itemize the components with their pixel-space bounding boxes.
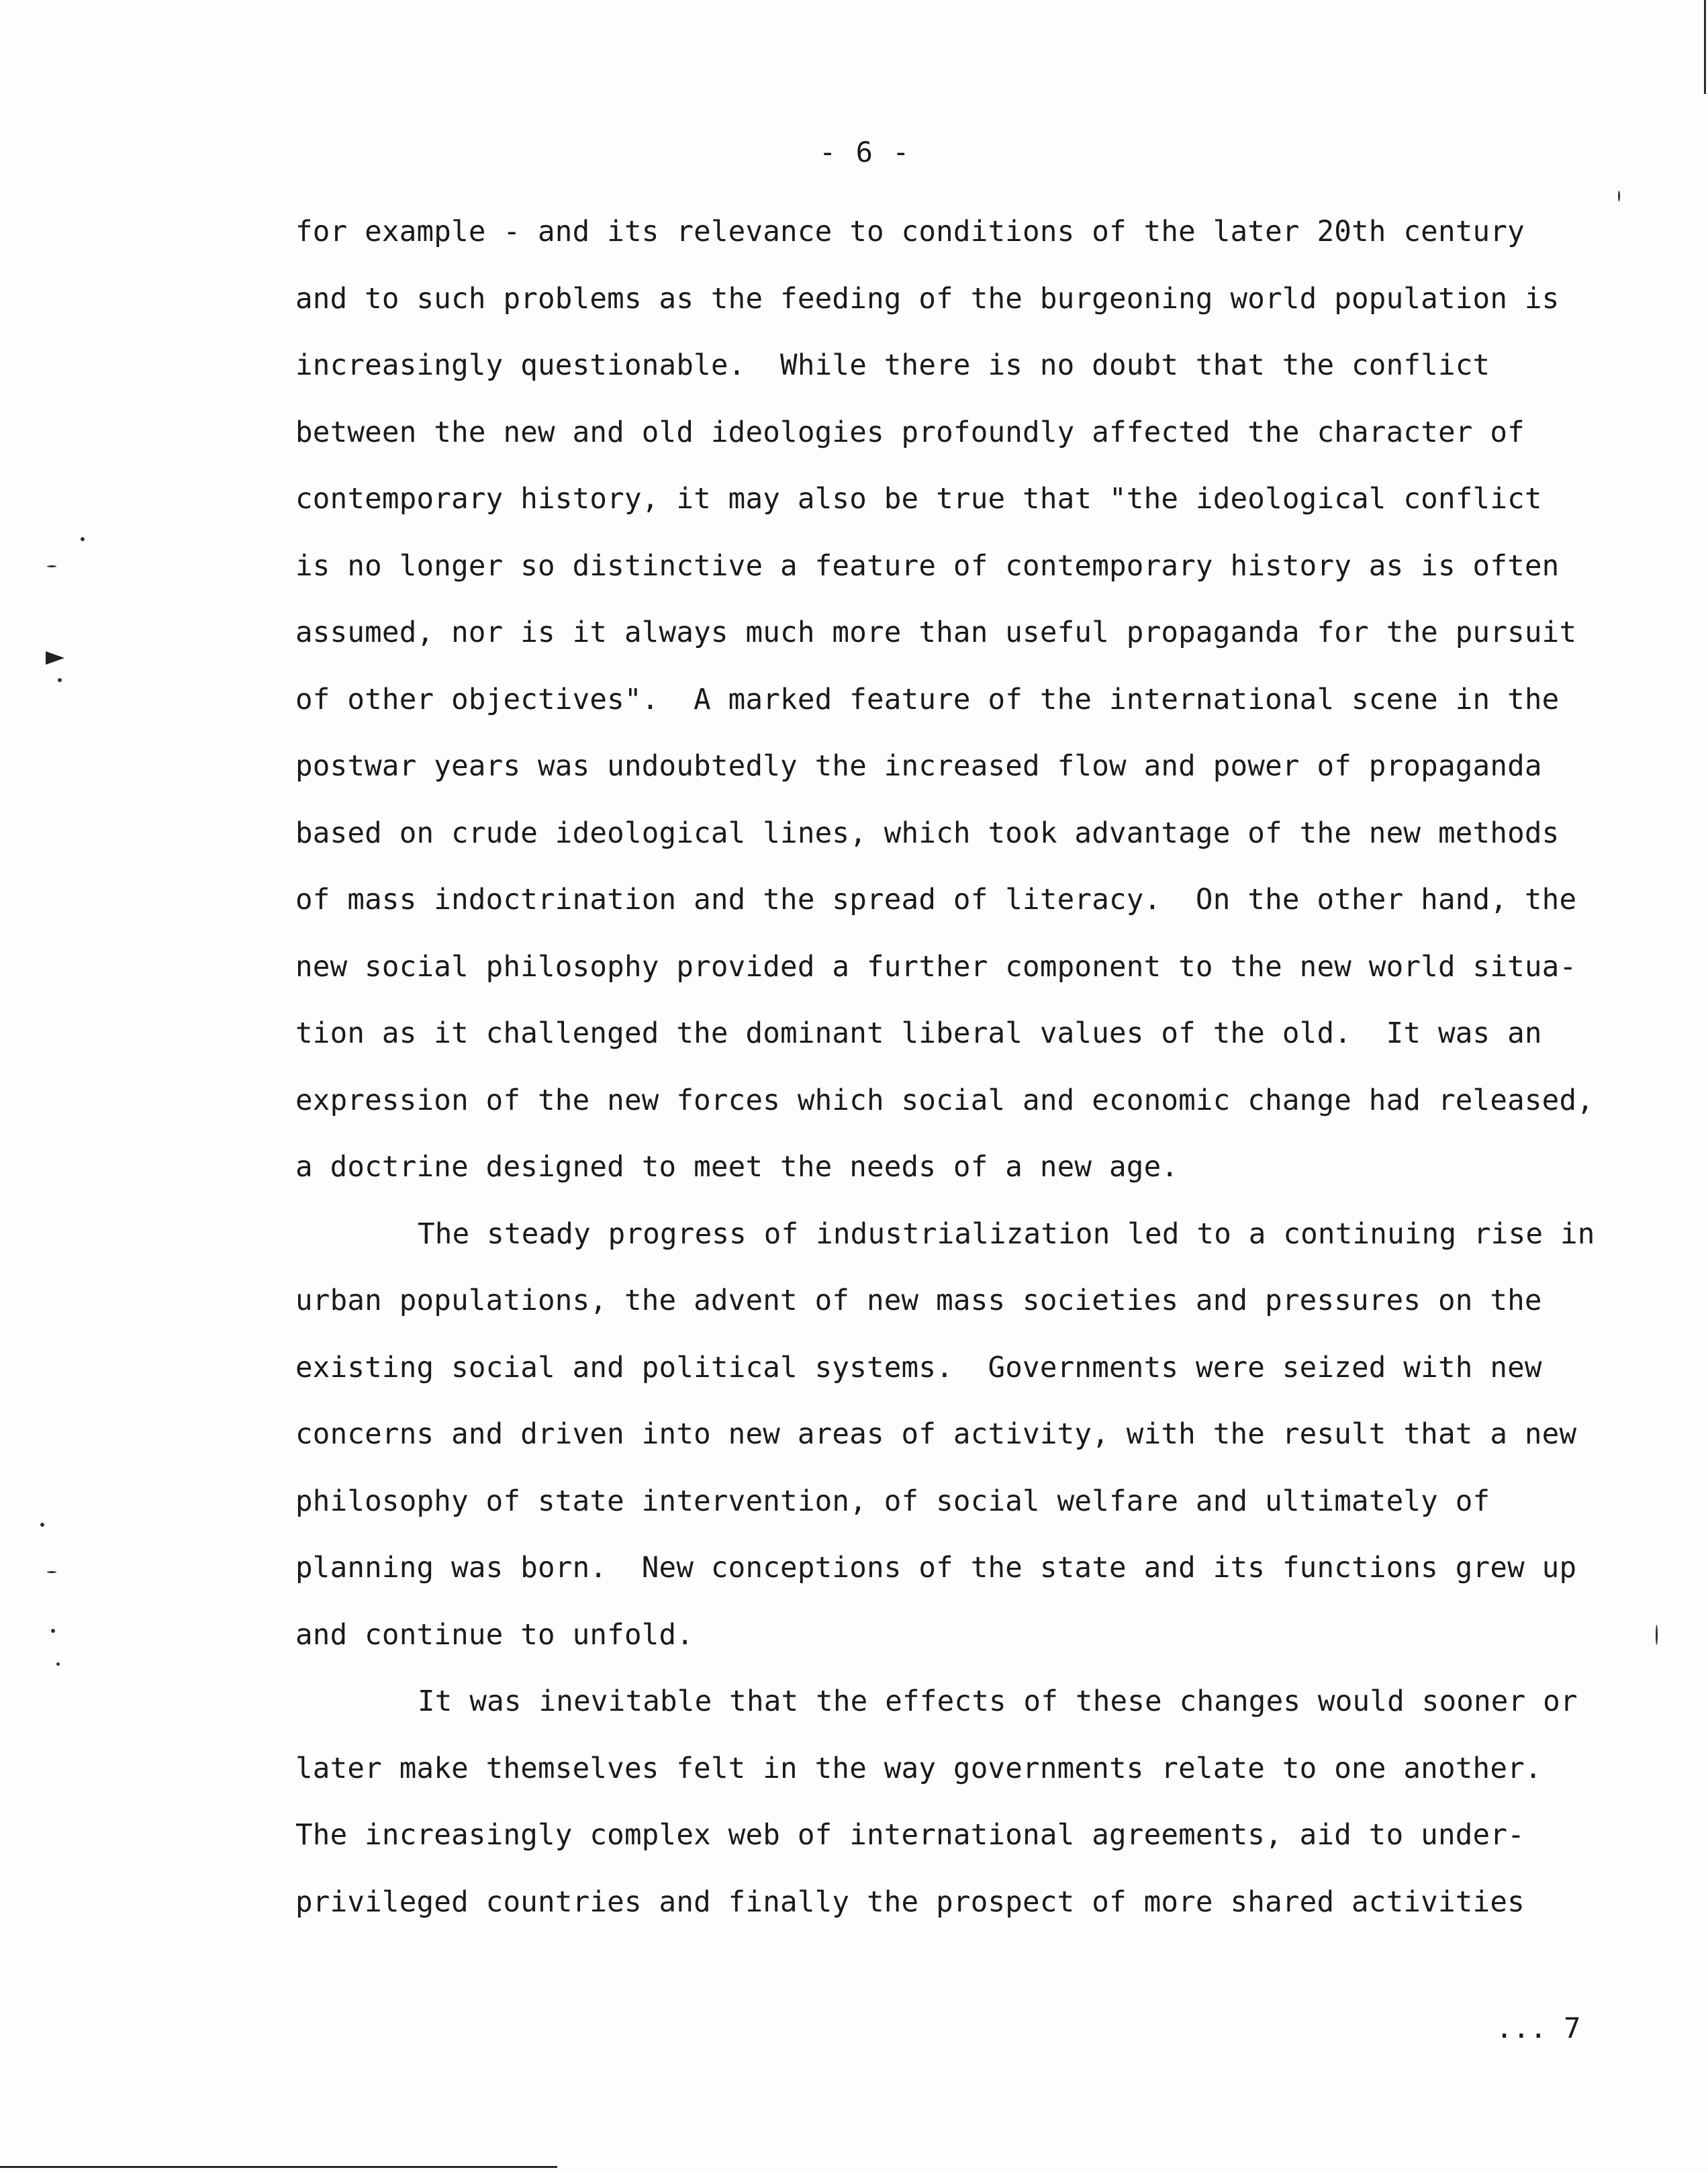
text-line: philosophy of state intervention, of social welfare and ultimately of	[295, 1484, 1490, 1518]
text-line: The increasingly complex web of international agreements, aid to under-	[295, 1819, 1525, 1852]
scan-speck	[58, 678, 62, 682]
text-line: contemporary history, it may also be true that "the ideological conflict	[295, 483, 1542, 516]
text-line: urban populations, the advent of new mass societies and pressures on the	[295, 1284, 1542, 1317]
text-line: planning was born. New conceptions of the state and its functions grew up	[295, 1552, 1577, 1585]
scan-edge-line	[1704, 0, 1706, 94]
page-number: - 6 -	[819, 136, 911, 169]
paragraph-start-line: The steady progress of industrialization led to a continuing rise in	[418, 1217, 1595, 1251]
continuation-marker: ... 7	[1496, 2012, 1581, 2044]
scan-speck	[40, 1523, 44, 1527]
paragraph-start-line: It was inevitable that the effects of these changes would sooner or	[418, 1685, 1578, 1718]
text-line: privileged countries and finally the prospect of more shared activities	[295, 1885, 1525, 1919]
text-line: a doctrine designed to meet the needs of a new age.	[295, 1151, 1179, 1184]
text-line: between the new and old ideologies profoundly affected the character of	[295, 416, 1525, 449]
text-line: concerns and driven into new areas of activity, with the result that a new	[295, 1418, 1577, 1451]
scan-speck	[81, 537, 85, 541]
text-line: based on crude ideological lines, which took advantage of the new methods	[295, 816, 1560, 850]
margin-arrow-mark	[46, 651, 64, 665]
scan-speck	[1656, 1625, 1658, 1645]
text-line: increasingly questionable. While there is no doubt that the conflict	[295, 349, 1490, 382]
scan-speck	[56, 1662, 60, 1666]
text-line: is no longer so distinctive a feature of contemporary history as is often	[295, 549, 1560, 583]
text-line: of mass indoctrination and the spread of literacy. On the other hand, the	[295, 884, 1577, 916]
scan-speck	[47, 1571, 56, 1573]
body-text	[295, 212, 1595, 1949]
text-line: existing social and political systems. Governments were seized with new	[295, 1351, 1542, 1384]
text-line: postwar years was undoubtedly the increased flow and power of propaganda	[295, 750, 1542, 783]
text-line: tion as it challenged the dominant liberal values of the old. It was an	[295, 1017, 1542, 1050]
text-line: and continue to unfold.	[295, 1618, 694, 1652]
scan-speck	[47, 565, 56, 567]
scan-speck	[51, 1629, 55, 1633]
text-line: expression of the new forces which social and economic change had released,	[295, 1084, 1595, 1117]
text-line: new social philosophy provided a further component to the new world situa-	[295, 950, 1577, 984]
scan-edge-line	[0, 2166, 557, 2168]
text-line: of other objectives". A marked feature of the international scene in the	[295, 683, 1560, 716]
text-line: later make themselves felt in the way governments relate to one another.	[295, 1752, 1542, 1785]
text-line: for example - and its relevance to conditions of the later 20th century	[295, 216, 1525, 248]
text-line: and to such problems as the feeding of the burgeoning world population is	[295, 282, 1560, 316]
scan-speck	[1618, 191, 1620, 201]
text-line: assumed, nor is it always much more than useful propaganda for the pursuit	[295, 616, 1577, 649]
